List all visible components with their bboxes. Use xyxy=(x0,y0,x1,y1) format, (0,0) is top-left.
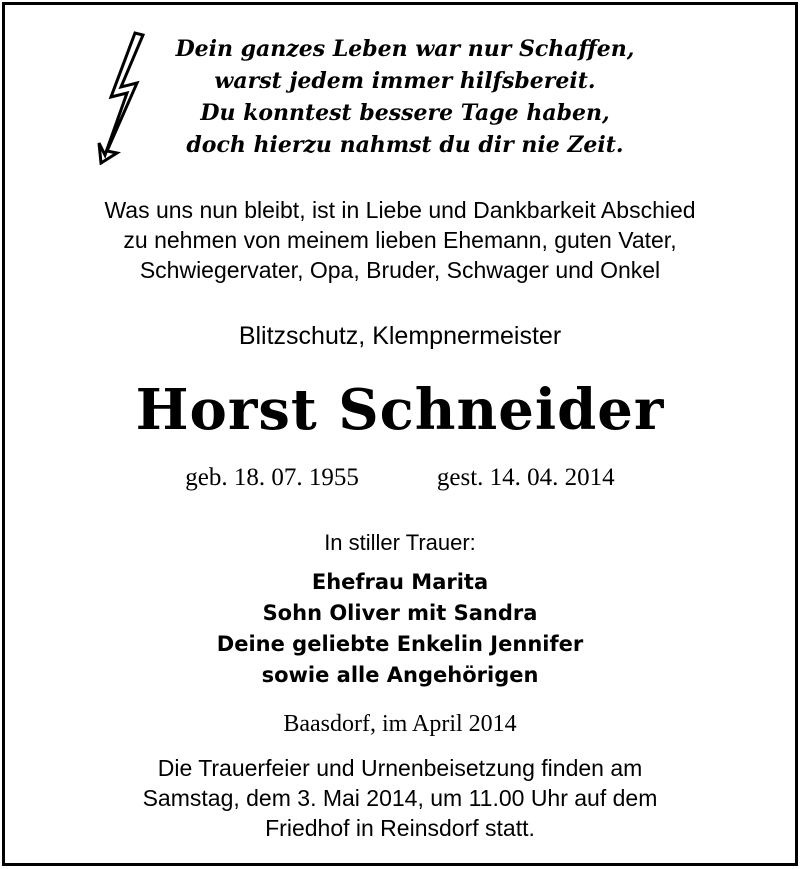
occupation: Blitzschutz, Klempnermeister xyxy=(238,322,562,350)
poem-line: Dein ganzes Leben war nur Schaffen, xyxy=(175,36,635,62)
obituary-frame xyxy=(2,2,798,866)
mourner-item: Deine geliebte Enkelin Jennifer xyxy=(216,632,584,656)
funeral-line: Friedhof in Reinsdorf statt. xyxy=(265,815,535,841)
intro-line: Schwiegervater, Opa, Bruder, Schwager und Onkel xyxy=(139,257,661,283)
funeral-line: Die Trauerfeier und Urnenbeisetzung finden am xyxy=(157,755,643,781)
intro-text xyxy=(5,195,795,285)
poem-line: doch hierzu nahmst du dir nie Zeit. xyxy=(186,132,624,158)
poem-line: Du konntest bessere Tage haben, xyxy=(200,100,610,126)
birth-date: geb. 18. 07. 1955 xyxy=(185,464,359,491)
mourning-label: In stiller Trauer: xyxy=(324,530,476,555)
mourner-item: Sohn Oliver mit Sandra xyxy=(262,601,538,625)
intro-line: Was uns nun bleibt, ist in Liebe und Dankbarkeit Abschied xyxy=(104,197,696,223)
life-dates xyxy=(5,463,795,493)
mourner-item: Ehefrau Marita xyxy=(311,570,489,594)
poem-verse xyxy=(155,33,655,161)
intro-line: zu nehmen von meinem lieben Ehemann, guten Vater, xyxy=(123,227,677,253)
lightning-bolt-icon xyxy=(97,31,149,165)
funeral-info xyxy=(5,753,795,843)
poem-line: warst jedem immer hilfsbereit. xyxy=(214,68,596,94)
mourners-list xyxy=(5,567,795,691)
deceased-name: Horst Schneider xyxy=(135,377,665,443)
death-date: gest. 14. 04. 2014 xyxy=(436,464,615,491)
place-date: Baasdorf, im April 2014 xyxy=(283,711,517,737)
mourner-item: sowie alle Angehörigen xyxy=(261,663,539,687)
funeral-line: Samstag, dem 3. Mai 2014, um 11.00 Uhr auf dem xyxy=(142,785,658,811)
